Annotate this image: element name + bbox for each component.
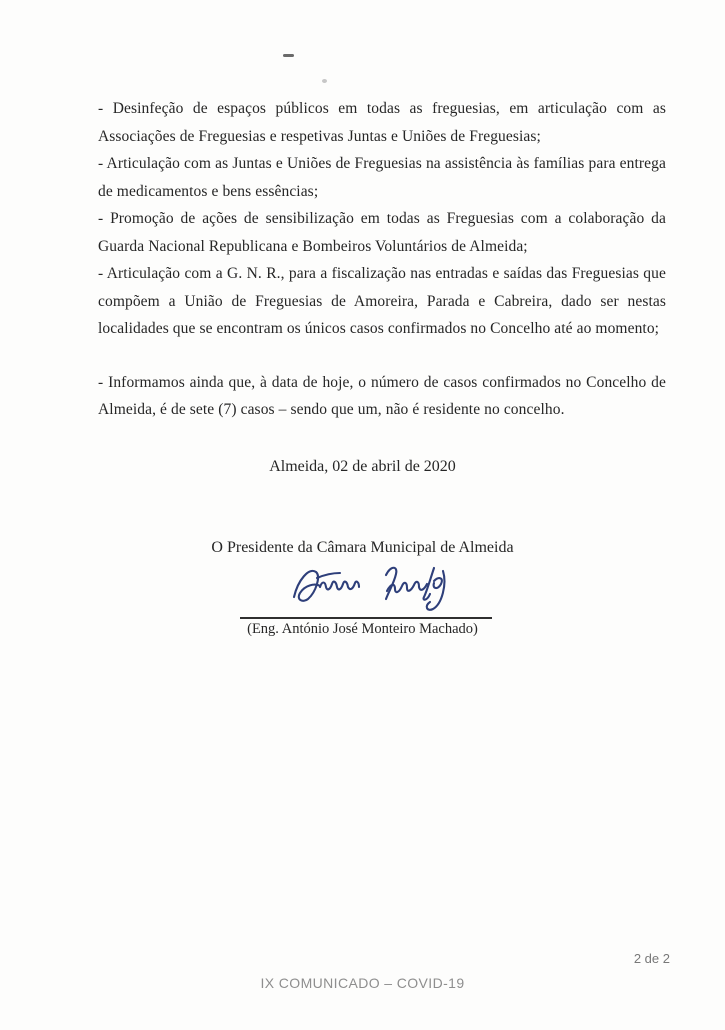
signature-handwritten [288,560,472,616]
document-body [98,95,666,424]
page-number: 2 de 2 [633,951,670,966]
scan-artifact-speck [322,79,327,83]
dateline: Almeida, 02 de abril de 2020 [269,458,456,475]
signature-caption: (Eng. António José Monteiro Machado) [247,621,478,637]
footer-title: IX COMUNICADO – COVID-19 [260,975,465,991]
body-paragraph: - Informamos ainda que, à data de hoje, o número de casos confirmados no Concelho de Almeida, é de sete (7) casos – sendo que um, não é residente no concelho. [98,373,666,418]
signature-line [240,617,492,619]
body-paragraph: - Articulação com a G. N. R., para a fiscalização nas entradas e saídas das Freguesias que compõem a União de Freguesias de Amoreira, Parada e Cabreira, dado ser nestas localidades que se encontram os únicos casos confirmados no Concelho até ao momento; [98,265,666,337]
body-paragraph: - Promoção de ações de sensibilização em todas as Freguesias com a colaboração da Guarda Nacional Republicana e Bombeiros Voluntários de Almeida; [98,210,666,255]
signer-title: O Presidente da Câmara Municipal de Almeida [211,539,514,556]
scan-artifact-dash [283,54,294,57]
body-paragraph: - Desinfeção de espaços públicos em todas as freguesias, em articulação com as Associações de Freguesias e respetivas Juntas e Uniões de Freguesias; [98,100,666,145]
body-paragraph: - Articulação com as Juntas e Uniões de Freguesias na assistência às famílias para entrega de medicamentos e bens essências; [98,155,666,200]
